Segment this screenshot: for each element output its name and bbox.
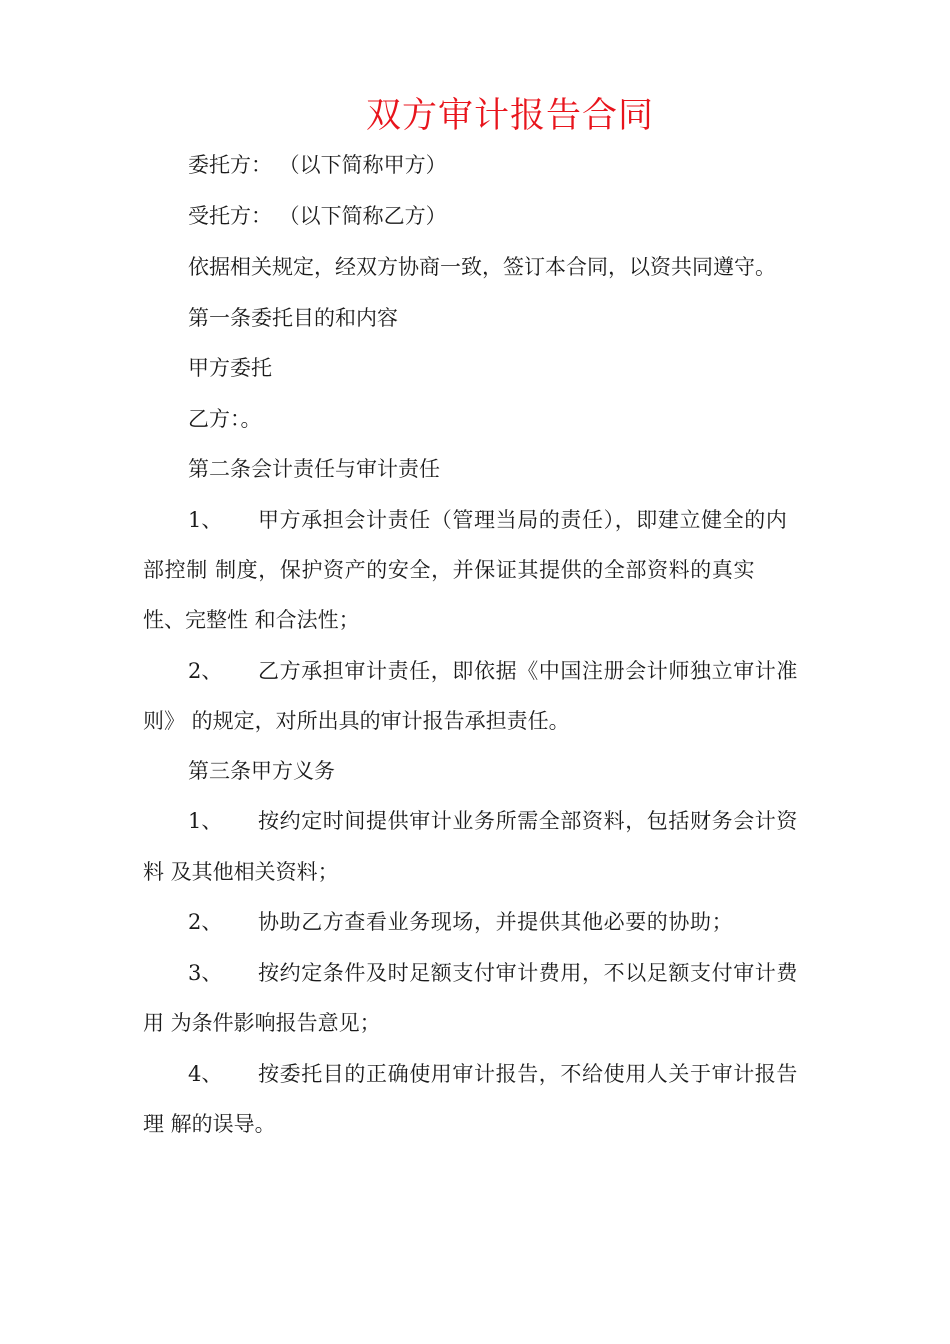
item-text: 乙方承担审计责任，即依据《中国注册会计师独立审计准 [258, 659, 798, 683]
article1-line2: 乙方：。 [188, 407, 262, 431]
item-text: 甲方承担会计责任（管理当局的责任），即建立健全的内 [258, 508, 788, 532]
item-number: 2、 [188, 659, 223, 683]
item-text: 按约定时间提供审计业务所需全部资料，包括财务会计资 [258, 809, 798, 833]
item-continuation: 理 解的误导。 [143, 1112, 276, 1136]
item-text: 协助乙方查看业务现场，并提供其他必要的协助； [258, 910, 734, 934]
item-number: 4、 [188, 1062, 223, 1086]
article3-heading: 第三条甲方义务 [188, 759, 335, 783]
item-continuation: 部控制 制度，保护资产的安全，并保证其提供的全部资料的真实 [143, 558, 756, 582]
article2-heading: 第二条会计责任与审计责任 [188, 457, 440, 481]
item-continuation: 则》 的规定，对所出具的审计报告承担责任。 [143, 709, 570, 733]
item-text: 按委托目的正确使用审计报告，不给使用人关于审计报告 [258, 1062, 798, 1086]
item-number: 3、 [188, 961, 223, 985]
contractor-line: 受托方： （以下简称乙方） [188, 204, 447, 228]
item-number: 2、 [188, 910, 223, 934]
item-text: 按约定条件及时足额支付审计费用，不以足额支付审计费 [258, 961, 798, 985]
item-continuation: 料 及其他相关资料； [143, 860, 339, 884]
document-title: 双方审计报告合同 [365, 96, 654, 136]
item-number: 1、 [188, 508, 223, 532]
item-continuation: 用 为条件影响报告意见； [143, 1011, 381, 1035]
article1-heading: 第一条委托目的和内容 [188, 306, 398, 330]
article1-line1: 甲方委托 [188, 356, 272, 380]
item-number: 1、 [188, 809, 223, 833]
item-continuation: 性、完整性 和合法性； [143, 608, 360, 632]
client-line: 委托方： （以下简称甲方） [188, 153, 447, 177]
intro-paragraph: 依据相关规定，经双方协商一致，签订本合同，以资共同遵守。 [188, 255, 776, 279]
